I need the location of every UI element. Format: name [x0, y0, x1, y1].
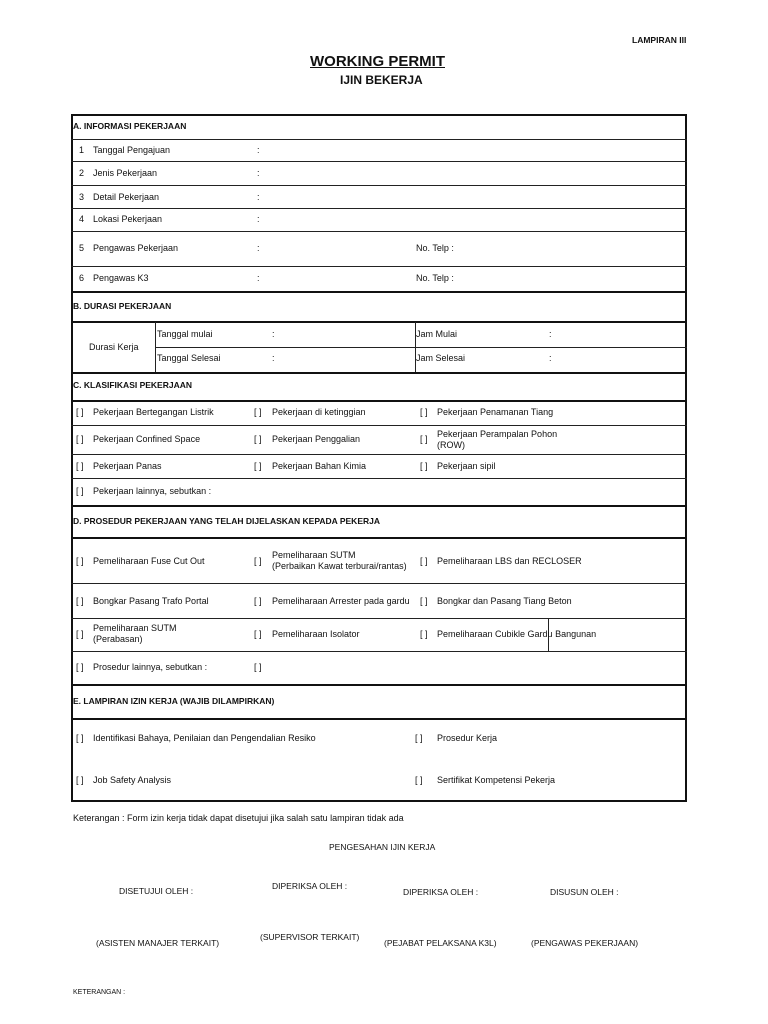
checkbox[interactable]: [ ] [254, 407, 262, 417]
prosedur-item-note: (Perbaikan Kawat terburai/rantas) [272, 561, 407, 571]
checkbox[interactable]: [ ] [76, 662, 84, 672]
checkbox[interactable]: [ ] [420, 407, 428, 417]
prosedur-item: Pemeliharaan Fuse Cut Out [93, 556, 205, 566]
checkbox[interactable]: [ ] [76, 775, 84, 785]
klasifikasi-item: Pekerjaan Bertegangan Listrik [93, 407, 214, 417]
signer-title: (ASISTEN MANAJER TERKAIT) [96, 938, 220, 948]
page-subtitle: IJIN BEKERJA [340, 73, 423, 87]
prosedur-item: Pemeliharaan LBS dan RECLOSER [437, 556, 582, 566]
pengesahan-title: PENGESAHAN IJIN KERJA [329, 842, 436, 852]
lampiran-item: Sertifikat Kompetensi Pekerja [437, 775, 556, 785]
checkbox[interactable]: [ ] [420, 434, 428, 444]
field-label: Lokasi Pekerjaan [93, 214, 163, 224]
field-label: Jenis Pekerjaan [93, 168, 158, 178]
lampiran-label: LAMPIRAN III [632, 35, 687, 45]
checkbox[interactable]: [ ] [254, 434, 262, 444]
checkbox[interactable]: [ ] [76, 461, 84, 471]
lampiran-item: Job Safety Analysis [93, 775, 172, 785]
prosedur-item: Pemeliharaan SUTM [272, 550, 356, 560]
checkbox[interactable]: [ ] [76, 596, 84, 606]
checkbox[interactable]: [ ] [254, 629, 262, 639]
checkbox[interactable]: [ ] [76, 556, 84, 566]
prosedur-item: Pemeliharaan Isolator [272, 629, 360, 639]
checkbox[interactable]: [ ] [420, 556, 428, 566]
checkbox[interactable]: [ ] [76, 434, 84, 444]
section-a-title: A. INFORMASI PEKERJAAN [73, 121, 187, 131]
klasifikasi-item: Pekerjaan Perampalan Pohon [437, 429, 558, 439]
klasifikasi-item: Pekerjaan Panas [93, 461, 162, 471]
durasi-kerja-label: Durasi Kerja [89, 342, 139, 352]
checkbox[interactable]: [ ] [415, 775, 423, 785]
signer-role: DIPERIKSA OLEH : [272, 881, 348, 891]
section-c-title: C. KLASIFIKASI PEKERJAAN [73, 380, 193, 390]
prosedur-item: Pemeliharaan Arrester pada gardu [272, 596, 410, 606]
checkbox[interactable]: [ ] [254, 662, 262, 672]
section-d-title: D. PROSEDUR PEKERJAAN YANG TELAH DIJELASKAN KEPADA PEKERJA [73, 516, 380, 526]
signer-role: DIPERIKSA OLEH : [403, 887, 479, 897]
checkbox[interactable]: [ ] [420, 461, 428, 471]
section-e-title: E. LAMPIRAN IZIN KERJA (WAJIB DILAMPIRKAN) [73, 696, 275, 706]
keterangan-note: Keterangan : Form izin kerja tidak dapat disetujui jika salah satu lampiran tidak ada [73, 813, 404, 823]
checkbox[interactable]: [ ] [76, 486, 84, 496]
klasifikasi-item: Pekerjaan Bahan Kimia [272, 461, 367, 471]
field-label: Tanggal Pengajuan [93, 145, 171, 155]
tanggal-selesai-label: Tanggal Selesai [157, 353, 221, 363]
prosedur-item: Prosedur lainnya, sebutkan : [93, 662, 208, 672]
footer-keterangan: KETERANGAN : [73, 989, 126, 996]
field-label: Detail Pekerjaan [93, 192, 160, 202]
signer-role: DISETUJUI OLEH : [119, 886, 194, 896]
klasifikasi-item: Pekerjaan lainnya, sebutkan : [93, 486, 212, 496]
signer-title: (PEJABAT PELAKSANA K3L) [384, 938, 497, 948]
klasifikasi-item: Pekerjaan Penggalian [272, 434, 361, 444]
signer-role: DISUSUN OLEH : [550, 887, 619, 897]
klasifikasi-item: Pekerjaan di ketinggian [272, 407, 366, 417]
prosedur-item: Pemeliharaan Cubikle Gardu Bangunan [437, 629, 597, 639]
prosedur-item: Bongkar dan Pasang Tiang Beton [437, 596, 572, 606]
tanggal-mulai-label: Tanggal mulai [157, 329, 213, 339]
klasifikasi-item: Pekerjaan Confined Space [93, 434, 201, 444]
telp-label: No. Telp : [416, 243, 454, 253]
checkbox[interactable]: [ ] [420, 629, 428, 639]
page-title: WORKING PERMIT [310, 53, 445, 70]
checkbox[interactable]: [ ] [254, 596, 262, 606]
prosedur-item-note: (Perabasan) [93, 634, 143, 644]
field-label: Pengawas K3 [93, 273, 149, 283]
lampiran-item: Prosedur Kerja [437, 733, 498, 743]
checkbox[interactable]: [ ] [76, 629, 84, 639]
checkbox[interactable]: [ ] [254, 461, 262, 471]
checkbox[interactable]: [ ] [254, 556, 262, 566]
checkbox[interactable]: [ ] [76, 407, 84, 417]
checkbox[interactable]: [ ] [415, 733, 423, 743]
signer-title: (PENGAWAS PEKERJAAN) [531, 938, 639, 948]
signer-title: (SUPERVISOR TERKAIT) [260, 932, 360, 942]
checkbox[interactable]: [ ] [420, 596, 428, 606]
prosedur-item: Bongkar Pasang Trafo Portal [93, 596, 209, 606]
telp-label: No. Telp : [416, 273, 454, 283]
field-label: Pengawas Pekerjaan [93, 243, 179, 253]
klasifikasi-item: Pekerjaan sipil [437, 461, 496, 471]
checkbox[interactable]: [ ] [76, 733, 84, 743]
jam-mulai-label: Jam Mulai [416, 329, 458, 339]
klasifikasi-item: Pekerjaan Penamanan Tiang [437, 407, 554, 417]
lampiran-item: Identifikasi Bahaya, Penilaian dan Pengendalian Resiko [93, 733, 316, 743]
section-b-title: B. DURASI PEKERJAAN [73, 301, 172, 311]
jam-selesai-label: Jam Selesai [416, 353, 466, 363]
prosedur-item: Pemeliharaan SUTM [93, 623, 177, 633]
klasifikasi-item-note: (ROW) [437, 440, 465, 450]
